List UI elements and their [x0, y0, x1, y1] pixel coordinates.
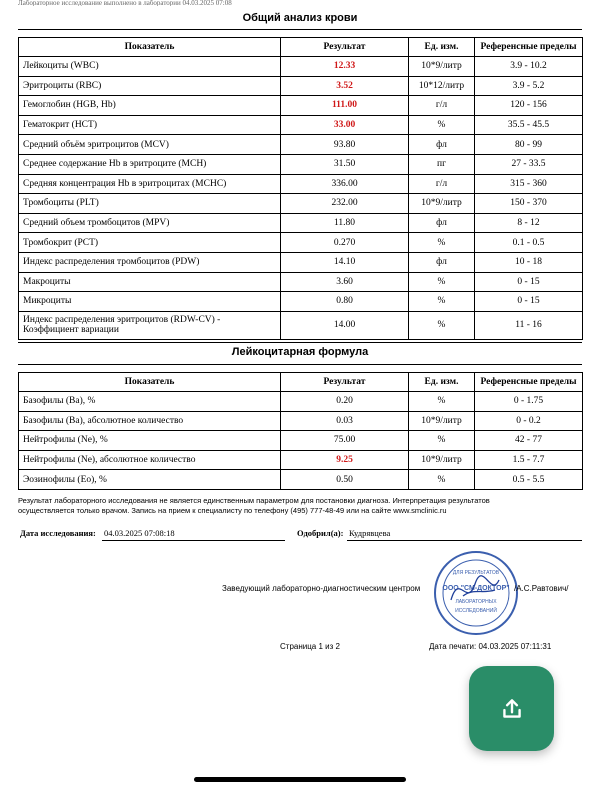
table-row — [19, 76, 583, 96]
result-value: 3.52 — [281, 76, 409, 96]
result-value: 336.00 — [281, 174, 409, 194]
param-name: Макроциты — [19, 272, 281, 292]
result-value: 31.50 — [281, 154, 409, 174]
param-name: Гемоглобин (HGB, Hb) — [19, 96, 281, 116]
home-indicator[interactable] — [194, 777, 406, 782]
table-row — [19, 311, 583, 339]
unit-value: % — [409, 233, 475, 253]
table-header-row — [19, 38, 583, 57]
result-value: 14.00 — [281, 311, 409, 339]
head-of-lab-text: Заведующий лабораторно-диагностическим центром — [222, 584, 421, 593]
result-value: 0.20 — [281, 392, 409, 412]
reference-range: 1.5 - 7.7 — [475, 450, 583, 470]
result-value: 93.80 — [281, 135, 409, 155]
param-name: Индекс распределения тромбоцитов (PDW) — [19, 252, 281, 272]
reference-range: 150 - 370 — [475, 194, 583, 214]
table-row — [19, 174, 583, 194]
param-name: Нейтрофилы (Ne), % — [19, 431, 281, 451]
col-header-unit: Ед. изм. — [409, 38, 475, 57]
section-title-leukocyte-formula: Лейкоцитарная формула — [231, 346, 369, 358]
unit-value: 10*9/литр — [409, 194, 475, 214]
param-name: Средний объём эритроцитов (MCV) — [19, 135, 281, 155]
result-value: 232.00 — [281, 194, 409, 214]
result-value: 14.10 — [281, 252, 409, 272]
col-header-unit: Ед. изм. — [409, 373, 475, 392]
col-header-result: Результат — [281, 38, 409, 57]
param-name: Тромбокрит (PCT) — [19, 233, 281, 253]
share-upload-icon — [499, 696, 525, 722]
share-button[interactable] — [469, 666, 554, 751]
param-name: Среднее содержание Hb в эритроците (MCH) — [19, 154, 281, 174]
approved-value: Кудрявцева — [349, 528, 391, 538]
table-row — [19, 272, 583, 292]
col-header-result: Результат — [281, 373, 409, 392]
leukocyte-table — [18, 372, 583, 490]
table-row — [19, 135, 583, 155]
col-header-reference: Референсные пределы — [475, 38, 583, 57]
reference-range: 120 - 156 — [475, 96, 583, 116]
unit-value: % — [409, 292, 475, 312]
table-header-row — [19, 373, 583, 392]
result-value: 0.270 — [281, 233, 409, 253]
unit-value: фл — [409, 252, 475, 272]
col-header-parameter: Показатель — [19, 38, 281, 57]
section-title-cbc: Общий анализ крови — [242, 12, 358, 24]
disclaimer-note — [18, 496, 582, 516]
param-name: Базофилы (Ba), абсолютное количество — [19, 411, 281, 431]
reference-range: 27 - 33.5 — [475, 154, 583, 174]
table-row — [19, 392, 583, 412]
date-label: Дата исследования: — [20, 528, 96, 538]
lab-stamp-image — [433, 550, 519, 636]
reference-range: 35.5 - 45.5 — [475, 115, 583, 135]
date-value: 04.03.2025 07:08:18 — [104, 528, 175, 538]
table-row — [19, 431, 583, 451]
date-underline — [102, 540, 285, 541]
unit-value: г/л — [409, 96, 475, 116]
param-name: Средняя концентрация Hb в эритроцитах (MCHC) — [19, 174, 281, 194]
section-divider — [18, 29, 582, 30]
result-value: 111.00 — [281, 96, 409, 116]
section-divider — [18, 342, 582, 343]
approved-label: Одобрил(а): — [297, 528, 344, 538]
param-name: Микроциты — [19, 292, 281, 312]
param-name: Средний объем тромбоцитов (MPV) — [19, 213, 281, 233]
col-header-reference: Референсные пределы — [475, 373, 583, 392]
result-value: 0.03 — [281, 411, 409, 431]
unit-value: 10*12/литр — [409, 76, 475, 96]
unit-value: % — [409, 115, 475, 135]
table-row — [19, 194, 583, 214]
reference-range: 80 - 99 — [475, 135, 583, 155]
param-name: Эозинофилы (Eo), % — [19, 470, 281, 490]
reference-range: 0.1 - 0.5 — [475, 233, 583, 253]
table-row — [19, 213, 583, 233]
table-row — [19, 96, 583, 116]
reference-range: 315 - 360 — [475, 174, 583, 194]
reference-range: 0 - 0.2 — [475, 411, 583, 431]
table-row — [19, 115, 583, 135]
unit-value: % — [409, 311, 475, 339]
reference-range: 0 - 15 — [475, 272, 583, 292]
stamp-text: ИССЛЕДОВАНИЙ — [455, 608, 497, 614]
unit-value: % — [409, 272, 475, 292]
table-row — [19, 252, 583, 272]
head-of-lab-name: /А.С.Равтович/ — [514, 584, 569, 593]
reference-range: 10 - 18 — [475, 252, 583, 272]
table-row — [19, 292, 583, 312]
param-name: Базофилы (Ba), % — [19, 392, 281, 412]
table-row — [19, 154, 583, 174]
result-value: 0.50 — [281, 470, 409, 490]
unit-value: % — [409, 470, 475, 490]
stamp-text: ЛАБОРАТОРНЫХ — [455, 599, 497, 605]
unit-value: % — [409, 431, 475, 451]
reference-range: 3.9 - 10.2 — [475, 57, 583, 77]
param-name: Лейкоциты (WBC) — [19, 57, 281, 77]
reference-range: 8 - 12 — [475, 213, 583, 233]
table-row — [19, 233, 583, 253]
unit-value: 10*9/литр — [409, 450, 475, 470]
unit-value: г/л — [409, 174, 475, 194]
col-header-parameter: Показатель — [19, 373, 281, 392]
note-line: Результат лабораторного исследования не является единственным параметром для постановки диагноза. Интерпретация результатов — [18, 496, 490, 505]
param-name: Нейтрофилы (Ne), абсолютное количество — [19, 450, 281, 470]
table-row — [19, 470, 583, 490]
param-name: Индекс распределения эритроцитов (RDW-CV) - Коэффициент вариации — [19, 311, 281, 339]
section-divider — [18, 364, 582, 365]
param-name: Эритроциты (RBC) — [19, 76, 281, 96]
unit-value: % — [409, 392, 475, 412]
header-fragment: Лабораторное исследование выполнено в лаборатории 04.03.2025 07:08 — [18, 0, 232, 6]
result-value: 9.25 — [281, 450, 409, 470]
approved-underline — [347, 540, 582, 541]
table-row — [19, 450, 583, 470]
result-value: 11.80 — [281, 213, 409, 233]
unit-value: фл — [409, 135, 475, 155]
param-name: Тромбоциты (PLT) — [19, 194, 281, 214]
reference-range: 0 - 15 — [475, 292, 583, 312]
page-number: Страница 1 из 2 — [280, 642, 340, 651]
result-value: 3.60 — [281, 272, 409, 292]
stamp-text: ДЛЯ РЕЗУЛЬТАТОВ — [452, 570, 500, 576]
table-row — [19, 411, 583, 431]
result-value: 75.00 — [281, 431, 409, 451]
table-row — [19, 57, 583, 77]
unit-value: фл — [409, 213, 475, 233]
reference-range: 3.9 - 5.2 — [475, 76, 583, 96]
cbc-table — [18, 37, 583, 340]
reference-range: 0.5 - 5.5 — [475, 470, 583, 490]
param-name: Гематокрит (HCT) — [19, 115, 281, 135]
unit-value: 10*9/литр — [409, 411, 475, 431]
result-value: 12.33 — [281, 57, 409, 77]
stamp-text: ООО "СМ-ДОКТОР" — [442, 585, 510, 592]
result-value: 33.00 — [281, 115, 409, 135]
reference-range: 11 - 16 — [475, 311, 583, 339]
unit-value: 10*9/литр — [409, 57, 475, 77]
note-line: осуществляется только врачом. Запись на прием к специалисту по телефону (495) 777-48-49 или на сайте www.smclinic.ru — [18, 506, 447, 515]
result-value: 0.80 — [281, 292, 409, 312]
unit-value: пг — [409, 154, 475, 174]
print-date: Дата печати: 04.03.2025 07:11:31 — [429, 642, 552, 651]
reference-range: 42 - 77 — [475, 431, 583, 451]
reference-range: 0 - 1.75 — [475, 392, 583, 412]
